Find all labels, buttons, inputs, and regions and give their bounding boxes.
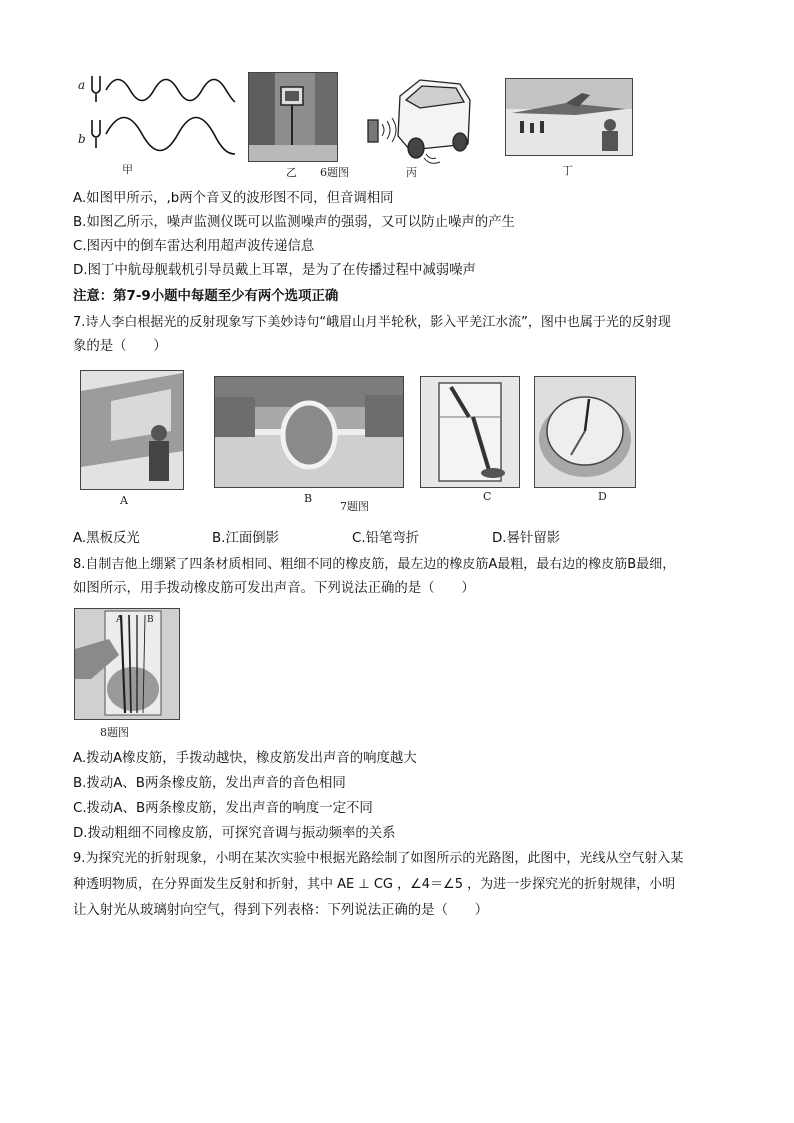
q7-fig-label-b: B [304, 492, 313, 505]
q9-line2: 种透明物质，在分界面发生反射和折射，其中 AE ⊥ CG ，∠4＝∠5 ，为进一步探究光的折射规律，小明 [73, 877, 676, 892]
q9-line3: 让入射光从玻璃射向空气，得到下列表格：下列说法正确的是（ ） [73, 903, 489, 918]
q8-stem-line2: 如图所示，用手拨动橡皮筋可发出声音。下列说法正确的是（ ） [73, 581, 475, 596]
q6-option-d: D.图丁中航母舰载机引导员戴上耳罩，是为了在传播过程中减弱噪声 [73, 263, 476, 278]
noise-monitor-photo [248, 72, 338, 162]
q9-line1: 9.为探究光的折射现象，小明在某次实验中根据光路绘制了如图所示的光路图，此图中，光线从空气射入某 [73, 851, 684, 866]
q8-caption: 8题图 [100, 726, 129, 739]
q8-option-b: B.拨动A、B两条橡皮筋，发出声音的音色相同 [73, 776, 346, 791]
fig6-sub-jia: 甲 [122, 163, 133, 176]
q7-option-d: D.晷针留影 [492, 531, 561, 546]
q7-option-c: C.铅笔弯折 [352, 531, 420, 546]
tuning-fork-waveforms [70, 68, 240, 168]
q8-fig-label-b: B [147, 615, 154, 625]
note-7-9: 注意：第7-9小题中每题至少有两个选项正确 [73, 289, 339, 304]
q7-stem-line1: 7.诗人李白根据光的反射现象写下美妙诗句“峨眉山月半轮秋，影入平羌江水流”，图中也属于光的反射现 [73, 315, 671, 330]
q7-fig-label-a: A [120, 494, 128, 507]
q8-option-c: C.拨动A、B两条橡皮筋，发出声音的响度一定不同 [73, 801, 373, 816]
q7-stem-line2: 象的是（ ） [73, 339, 167, 354]
q7-photo-d-sundial [534, 376, 636, 488]
q7-caption: 7题图 [340, 500, 369, 513]
q7-photo-b-bridge-reflection [214, 376, 404, 488]
q8-option-d: D.拨动粗细不同橡皮筋，可探究音调与振动频率的关系 [73, 826, 396, 841]
q7-photo-c-pencil-in-water [420, 376, 520, 488]
fig6-sub-bing: 丙 [406, 166, 417, 179]
car-radar-drawing [360, 74, 472, 168]
fig6-caption: 6题图 [320, 166, 349, 179]
q8-fig-label-a: A [116, 615, 123, 625]
fig6-label-a: a [78, 78, 86, 92]
fig6-sub-yi: 乙 [286, 166, 297, 179]
fig6-sub-ding: 丁 [562, 164, 573, 177]
q7-fig-label-c: C [483, 490, 492, 503]
q7-photo-a-blackboard [80, 370, 184, 490]
q7-option-b: B.江面倒影 [212, 531, 280, 546]
q7-fig-label-d: D [598, 490, 607, 503]
figure-6 [70, 68, 650, 180]
q8-option-a: A.拨动A橡皮筋，手拨动越快，橡皮筋发出声音的响度越大 [73, 751, 417, 766]
q6-option-a: A.如图甲所示，,b两个音叉的波形图不同，但音调相同 [73, 191, 394, 206]
q6-option-b: B.如图乙所示，噪声监测仪既可以监测噪声的强弱，又可以防止噪声的产生 [73, 215, 515, 230]
q8-photo-guitar [74, 608, 180, 720]
q7-option-a: A.黑板反光 [73, 531, 140, 546]
q8-stem-line1: 8.自制吉他上绷紧了四条材质相同、粗细不同的橡皮筋，最左边的橡皮筋A最粗，最右边的橡皮筋B最细， [73, 557, 676, 572]
q6-option-c: C.图丙中的倒车雷达利用超声波传递信息 [73, 239, 315, 254]
fig6-label-b: b [78, 132, 86, 146]
carrier-deck-photo [505, 78, 633, 156]
